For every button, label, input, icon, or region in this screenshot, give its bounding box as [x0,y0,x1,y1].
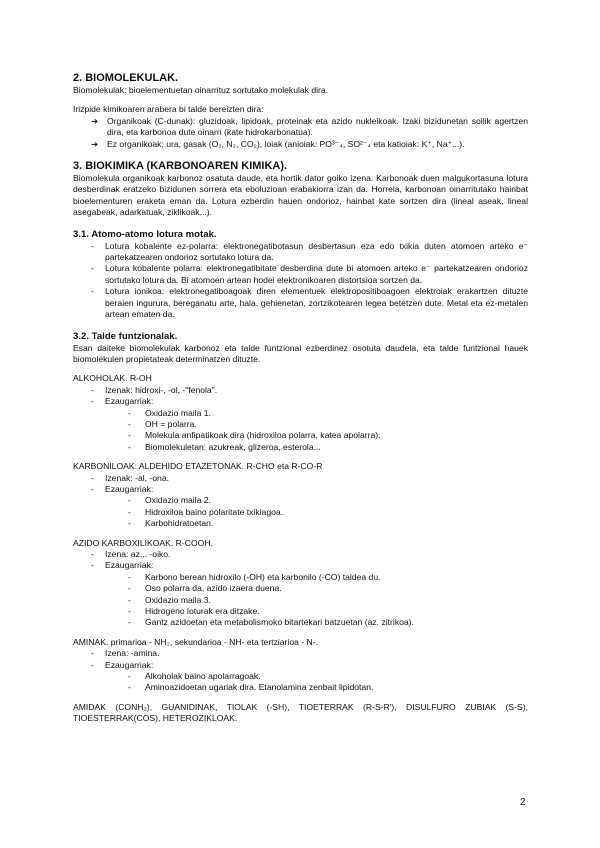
list-item: - Lotura ionikoa: elektronegatiboagoak diren elementuek elektropositiboagoen elektroiak erakartzen dituzte beraien ingurura, bereganatu arte, hala, gehienetan, zortzikotearen legea betetzen dute. Metal eta ez-metalen artean ematen da. [91,286,528,320]
list-item: - Oso polarra da, azido izaera duena. [128,583,282,594]
section-2-title: 2. BIOMOLEKULAK. [73,72,179,84]
alcohols-properties [73,408,528,454]
other-groups-text: AMIDAK (CONH₂), GUANIDINAK, TIOLAK (-SH), TIOETERRAK (R-S-R'), DISULFURO ZUBIAK (S-S), TIOESTERRAK(COS), HETEROZIKLOAK. [73,701,528,724]
list-item: - Alkoholak baino apolarragoak. [128,671,261,682]
alcohols-heading: ALKOHOLAK. R-OH [73,373,152,384]
amines-properties [73,671,528,694]
list-item: - Izena: -amina. [91,648,160,659]
list-item: - Aminoazidoetan ugariak dira. Etanolamina zenbait lipidotan. [128,682,374,693]
list-item: - Oxidazio maila 3. [128,594,211,605]
section-3-1-title: 3.1. Atomo-atomo lotura motak. [73,228,217,240]
list-item: - Karbohidratoetan. [128,518,214,529]
criterion-text: Irizpide kimikoaren arabera bi talde bereizten dira: [73,104,264,115]
list-item: ➔ Ez organikoak; ura, gasak (O₂, N₂, CO₂), ioiak (anioiak: PO³⁻₄, SO²⁻₄ eta katioiak: K⁺, Na⁺...). [91,138,465,149]
section-3-2-paragraph: Esan daiteke biomolekulak karbonoz eta talde funtzional ezberdinez osotuta daudela, eta talde funtzional hauek biomolekulen propietateak determinatzen dituzte. [73,342,528,364]
list-item: - Lotura kobalente polarra: elektronegatibitate desberdina dute bi atomoen arteko e⁻ partekatzearen ondorioz sortutako lotura da. Bi atomoen artean hodei elektronikoaren distortsioa sortzen da. [91,263,528,285]
biomolecule-groups-list [73,116,528,150]
list-item: ➔ Organikoak (C-dunak): gluzidoak, lipidoak, proteinak eta azido nukleikoak. Izaki bizidunetan soilik agertzen dira, eta karbonoa dute oinarri (kate hidrokarbonatua). [91,115,528,138]
list-item: - Oxidazio maila 2. [128,495,211,506]
carboxylic-acids-heading: AZIDO KARBOXILIKOAK. R-COOH. [73,537,213,548]
list-item: - Gantz azidoetan eta metabolismoko bitartekari batzuetan (az. zitrikoa). [128,617,414,628]
list-item: - OH = polarra. [128,418,197,429]
carbonyls-heading: KARBONILOAK: ALDEHIDO ETAZETONAK. R-CHO eta R-CO-R [73,461,323,472]
page-number: 2 [520,797,526,808]
list-item: - Ezaugarriak: [91,560,154,571]
list-item: - Ezaugarriak: [91,396,154,407]
document-page [73,72,528,725]
list-item: - Izenak: -al, -ona. [91,472,170,483]
list-item: - Oxidazio maila 1. [128,407,211,418]
carbonyls-properties [73,495,528,529]
list-item: - Hidroxiloa baino polaritate txikiagoa. [128,506,284,517]
arrow-icon: ➔ [91,138,99,149]
arrow-icon: ➔ [91,115,99,126]
list-item: - Ezaugarriak: [91,659,154,670]
list-item: - Molekula anfipatikoak dira (hidroxiloa polarra, katea apolarra). [128,430,381,441]
list-item: - Izenak: hidroxi-, -ol, -"fenola". [91,384,218,395]
list-item: - Lotura kobalente ez-polarra: elektronegatibotasun desbertasun eza edo txikia duten atomoen arteko e⁻ partekatzearen ondorioz sortutako lotura da. [91,240,528,263]
list-item: - Izena: az... -oiko. [91,549,171,559]
amines-heading: AMINAK. primarioa - NH₂, sekundarioa - NH- eta tertziarioa - N-. [73,636,318,647]
section-3-2-title: 3.2. Talde funtzionalak. [73,330,178,342]
bond-types-list [73,241,528,321]
list-item: - Ezaugarriak: [91,483,154,494]
carboxylic-acids-properties [73,572,528,629]
section-3-title: 3. BIOKIMIKA (KARBONOAREN KIMIKA). [73,160,288,173]
list-item: - Hidrogeno loturak era ditzake. [128,606,260,617]
section-3-paragraph: Biomolekula organikoak karbonoz osatuta daude, eta hortik dator goiko izena. Karbonoak duen malgukortasuna lotura desberdinak eratzeko bizidunen sorrera eta eboluzioan erabakiorra izan da. Horrela, karbonoan oinarritutako hainbat bioelementuren eraketa eman da. Lotura ezberdin hauen ondorioz, hainbat kate sortzen dira (lineal aseak, lineal asegabeak, adarkatuak, ziklikoak...). [73,173,528,218]
list-item: - Karbono berean hidroxilo (-OH) eta karbonilo (-CO) taldea du. [128,571,381,582]
biomolecule-definition: Biomolekulak: bioelementuetan oinarrituz sortutako molekulak dira. [73,85,329,95]
list-item: - Biomolekuletan: azukreak, glizeroa, esterola... [128,441,321,452]
